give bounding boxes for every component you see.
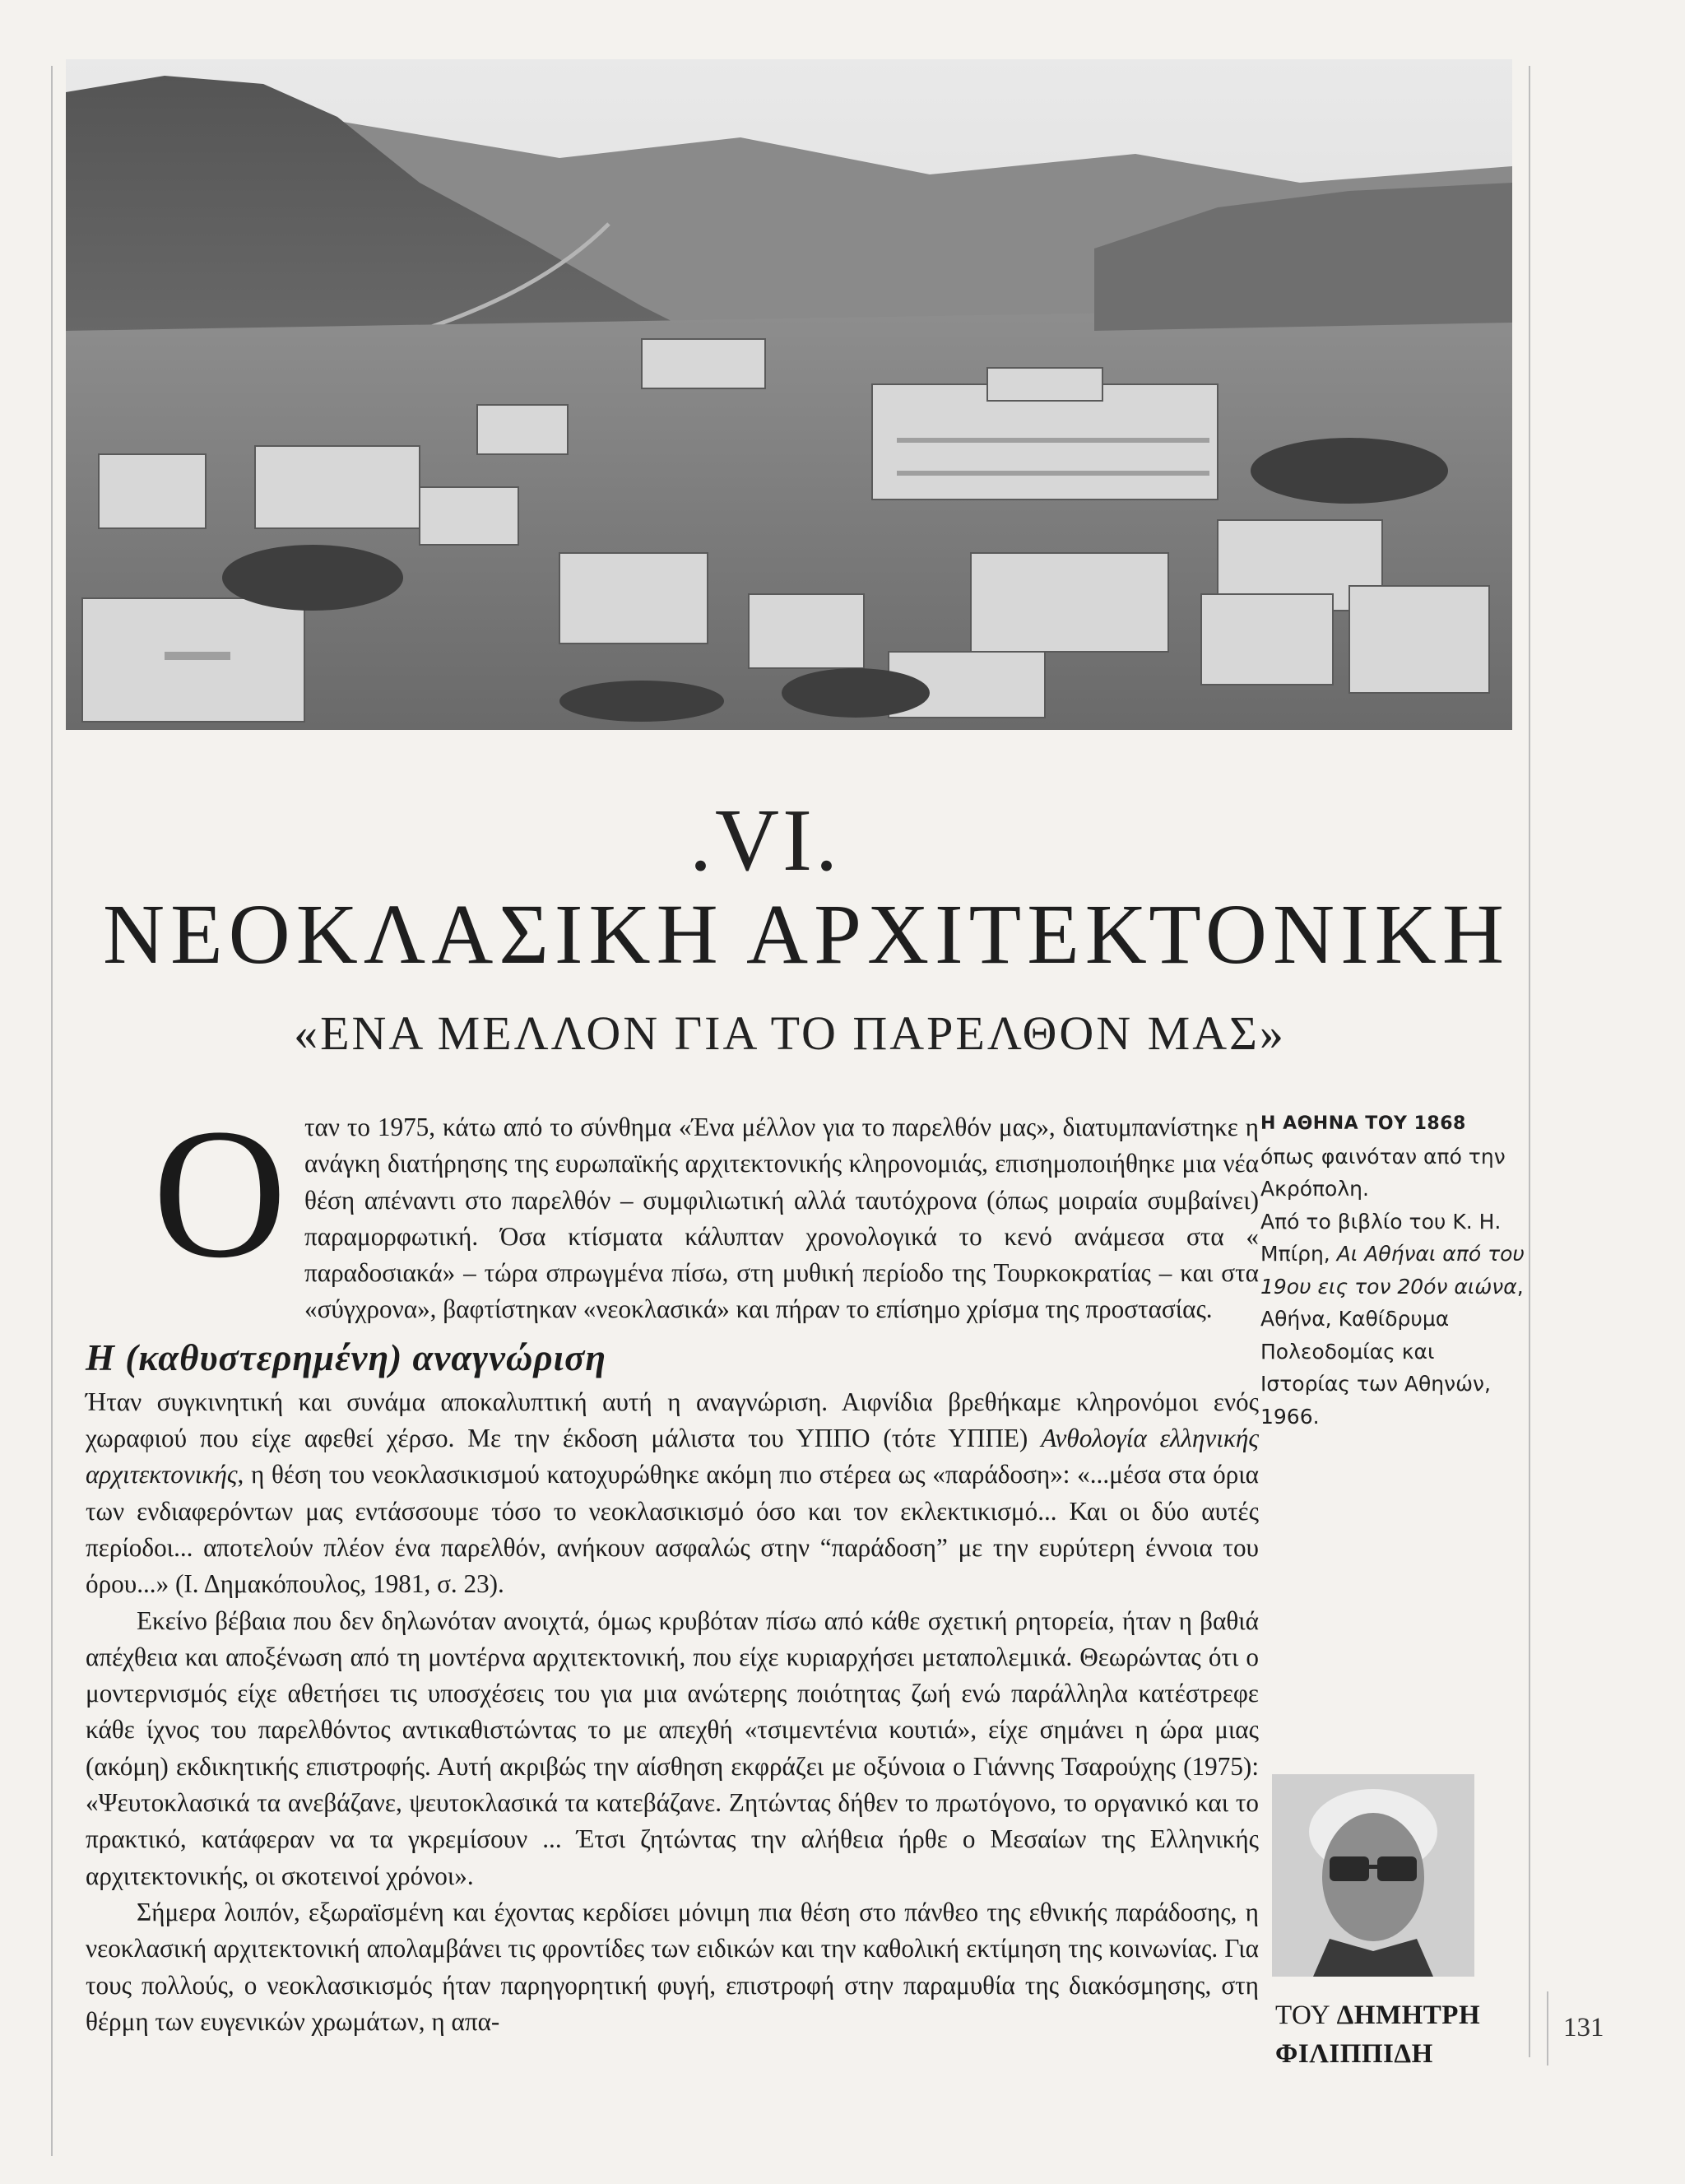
author-byline (1275, 1996, 1514, 2074)
caption-line-3: , Αθήνα, Καθίδρυμα Πολεοδομίας και Ιστορίας των Αθηνών, 1966. (1260, 1274, 1524, 1429)
drop-cap: Ο (152, 1090, 287, 1296)
book-title: Ανθολογία ελληνικής αρχιτεκτονικής (86, 1424, 1259, 1489)
athens-1868-photo (66, 59, 1512, 730)
chapter-number: .VI. (689, 792, 841, 890)
paragraph-3: Σήμερα λοιπόν, εξωραϊσμένη και έχοντας κερδίσει μόνιμη πια θέση στο πάνθεο της εθνικής παράδοσης, η νεοκλασική αρχιτεκτονική απολαμβάνει τις φροντίδες των ειδικών και την καθολική εκτίμηση της κοινωνίας. Για τους πολλούς, ο νεοκλασικισμός ήταν παρηγορητική φυγή, επιστροφή στην παραμυθία της διακόσμησης, στη θέρμη των ευγενικών χρωμάτων, η απα- (86, 1897, 1259, 2036)
byline-prefix: ΤΟΥ (1275, 2000, 1337, 2030)
author-last-name: ΦΙΛΙΠΠΙΔΗ (1275, 2039, 1433, 2069)
caption-book-title: Αι Αθήναι από του 19ου εις τον 20όν αιώνα (1260, 1242, 1525, 1299)
paragraph-1 (86, 1384, 1259, 1603)
caption-title: Η ΑΘΗΝΑ ΤΟΥ 1868 (1260, 1113, 1466, 1134)
page-number-rule (1547, 1991, 1548, 2066)
photo-caption (1260, 1108, 1525, 1433)
aerial-city-photo-icon (66, 59, 1512, 730)
author-photo (1272, 1774, 1474, 1977)
right-margin-rule (1529, 66, 1530, 2057)
chapter-subtitle: «ΕΝΑ ΜΕΛΛΟΝ ΓΙΑ ΤΟ ΠΑΡΕΛΘΟΝ ΜΑΣ» (294, 1006, 1286, 1060)
author-portrait-icon (1272, 1774, 1474, 1977)
caption-line-1: όπως φαινόταν από την Ακρόπολη. (1260, 1144, 1506, 1201)
lead-text: ταν το 1975, κάτω από το σύνθημα «Ένα μέλλον για το παρελθόν μας», διατυμπανίστηκε η ανάγκη διατήρησης της ευρωπαϊκής αρχιτεκτονικής κληρονομιάς, επισημοποιήθηκε μια νέα θέση απέναντι στο παρελθόν – συμφιλιωτική αλλά ταυτόχρονα (όπως μοιραία συμβαίνει) παραμορφωτική. Όσα κτίσματα κάλυπταν χρονολογικά το κενό ανάμεσα στα « παραδοσιακά» – τώρα σπρωγμένα πίσω, στη μυθική περίοδο της Τουρκοκρατίας – και στα «σύγχρονα», βαφτίστηκαν «νεοκλασικά» και πήραν το επίσημο χρίσμα της προστασίας. (304, 1113, 1259, 1324)
article-body (86, 1090, 1259, 2040)
lead-paragraph (86, 1090, 1259, 1328)
paragraph-1-end: , η θέση του νεοκλασικισμού κατοχυρώθηκε ακόμη πιο στέρεα ως «παράδοση»: «...μέσα στα όρια των ενδιαφερόντων μας εντάσσουμε τόσο το νεοκλασικισμό όσο και τον εκλεκτικισμό... Και οι δύο αυτές περίοδοι... αποτελούν πλέον ένα παρελθόν, ανήκουν ασφαλώς στην “παράδοση” με την ευρύτερη έννοια του όρου...» (Ι. Δημακόπουλος, 1981, σ. 23). (86, 1460, 1259, 1599)
section-heading: Η (καθυστερημένη) αναγνώριση (86, 1336, 607, 1378)
chapter-title: ΝΕΟΚΛΑΣΙΚΗ ΑΡΧΙΤΕΚΤΟΝΙΚΗ (103, 887, 1510, 982)
author-first-name: ΔΗΜΗΤΡΗ (1336, 2000, 1481, 2030)
paragraph-2: Εκείνο βέβαια που δεν δηλωνόταν ανοιχτά, όμως κρυβόταν πίσω από κάθε σχετική ρητορεία, ήταν η βαθιά απέχθεια και αποξένωση από τη μοντέρνα αρχιτεκτονική, που είχε κυριαρχήσει μεταπολεμικά. Θεωρώντας ότι ο μοντερνισμός είχε αθετήσει τις υποσχέσεις του για μια ανώτερης ποιότητας ζωή ενώ παράλληλα κατέστρεφε κάθε ίχνος του παρελθόντος αντικαθιστώντας το με απεχθή «τσιμεντένια κουτιά», είχε σημάνει η ώρα μιας (ακόμη) εκδικητικής επιστροφής. Αυτή ακριβώς την αίσθηση εκφράζει με οξύνοια ο Γιάννης Τσαρούχης (1975): «Ψευτοκλασικά τα ανεβάζανε, ψευτοκλασικά τα κατεβάζανε. Ζητώντας δήθεν το πρωτόγονο, το οργανικό και το πρακτικό, κατάφεραν να τα γκρεμίσουν ... Έτσι ζητώντας την αλήθεια ήρθε ο Μεσαίων της Ελληνικής αρχιτεκτονικής, οι σκοτεινοί χρόνοι». (86, 1605, 1259, 1890)
page-number: 131 (1563, 2013, 1604, 2042)
paragraph-1-start: Ήταν συγκινητική και συνάμα αποκαλυπτική αυτή η αναγνώριση. Αιφνίδια βρεθήκαμε κληρονόμοι ενός χωραφιού που είχε αφεθεί χέρσο. Με την έκδοση μάλιστα του ΥΠΠΟ (τότε ΥΠΠΕ) (86, 1387, 1259, 1453)
caption-line-2: Από το βιβλίο του Κ. Η. Μπίρη, (1260, 1209, 1502, 1266)
left-margin-rule (51, 66, 53, 2156)
